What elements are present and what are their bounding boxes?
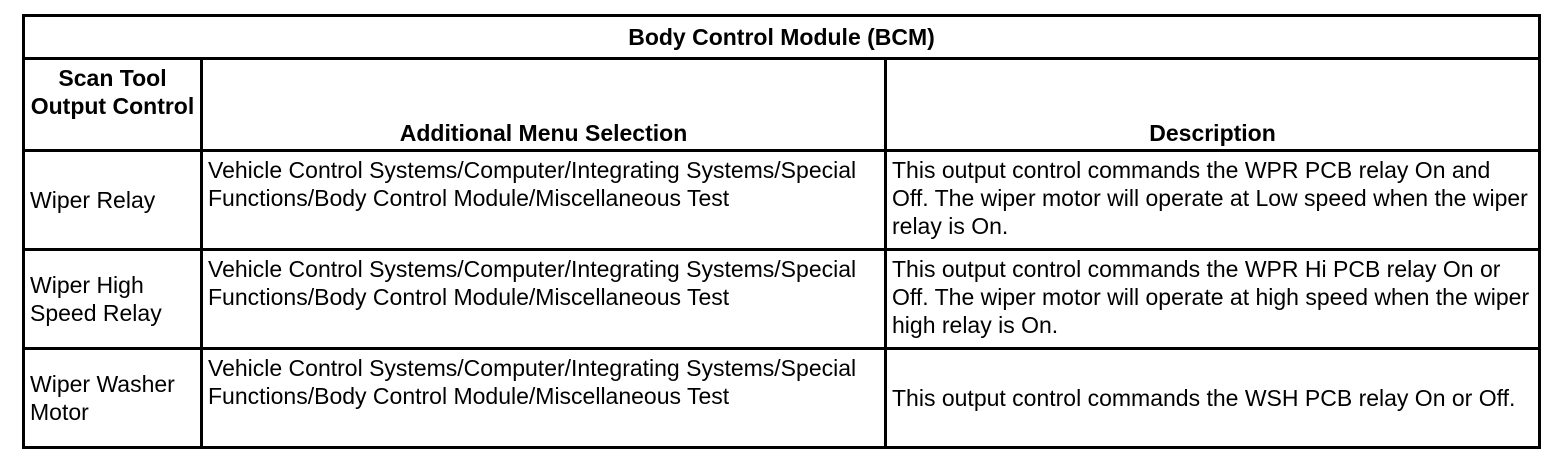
header-menu-selection: Additional Menu Selection [202, 59, 886, 151]
bcm-output-control-table [22, 14, 1541, 449]
menu-selection-cell: Vehicle Control Systems/Computer/Integrating Systems/Special Functions/Body Control Module/Miscellaneous Test [202, 349, 886, 448]
header-description: Description [886, 59, 1540, 151]
description-cell: This output control commands the WPR Hi PCB relay On or Off. The wiper motor will operate at high speed when the wiper high relay is On. [886, 250, 1540, 349]
output-control-cell: Wiper High Speed Relay [24, 250, 202, 349]
table-row [24, 151, 1540, 250]
menu-selection-cell: Vehicle Control Systems/Computer/Integrating Systems/Special Functions/Body Control Module/Miscellaneous Test [202, 151, 886, 250]
table-row [24, 349, 1540, 448]
header-output-control: Scan Tool Output Control [24, 59, 202, 151]
output-control-cell: Wiper Relay [24, 151, 202, 250]
description-cell: This output control commands the WPR PCB relay On and Off. The wiper motor will operate at Low speed when the wiper relay is On. [886, 151, 1540, 250]
table-title: Body Control Module (BCM) [24, 16, 1540, 59]
table-header-row [24, 59, 1540, 151]
menu-selection-cell: Vehicle Control Systems/Computer/Integrating Systems/Special Functions/Body Control Module/Miscellaneous Test [202, 250, 886, 349]
description-cell: This output control commands the WSH PCB relay On or Off. [886, 349, 1540, 448]
table-title-row [24, 16, 1540, 59]
output-control-cell: Wiper Washer Motor [24, 349, 202, 448]
table-row [24, 250, 1540, 349]
